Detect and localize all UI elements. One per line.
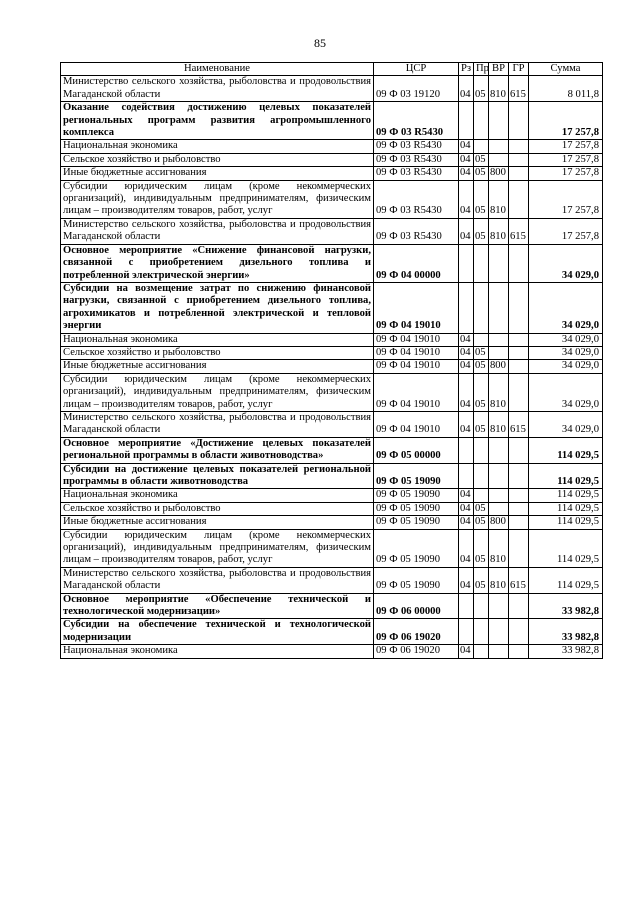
- row-pr: [474, 645, 489, 658]
- row-pr: [474, 489, 489, 502]
- table-row: [61, 619, 603, 645]
- row-name: Основное мероприятие «Достижение целевых показателей региональной программы в области животноводства»: [61, 437, 374, 463]
- row-rz: 04: [459, 167, 474, 180]
- table-row: [61, 102, 603, 140]
- row-pr: 05: [474, 529, 489, 567]
- row-name: Основное мероприятие «Снижение финансовой нагрузки, связанной с приобретением дизельного топлива и потребленной электрической энергии»: [61, 244, 374, 282]
- row-csr: 09 Ф 03 19120: [374, 76, 459, 102]
- row-sum: 34 029,0: [529, 244, 603, 282]
- table-row: [61, 373, 603, 411]
- table-header-row: [61, 63, 603, 76]
- table-row: [61, 180, 603, 218]
- row-csr: 09 Ф 04 19010: [374, 346, 459, 359]
- row-pr: 05: [474, 502, 489, 515]
- row-csr: 09 Ф 05 19090: [374, 516, 459, 529]
- row-csr: 09 Ф 03 R5430: [374, 102, 459, 140]
- table-row: [61, 567, 603, 593]
- row-rz: [459, 437, 474, 463]
- header-sum: Сумма: [529, 63, 603, 76]
- table-row: [61, 282, 603, 333]
- row-name: Иные бюджетные ассигнования: [61, 360, 374, 373]
- row-gr: [509, 244, 529, 282]
- row-sum: 34 029,0: [529, 282, 603, 333]
- row-sum: 34 029,0: [529, 346, 603, 359]
- row-vr: 810: [489, 218, 509, 244]
- header-pr: Пр: [474, 63, 489, 76]
- row-rz: 04: [459, 218, 474, 244]
- row-gr: [509, 373, 529, 411]
- row-vr: [489, 333, 509, 346]
- row-sum: 114 029,5: [529, 516, 603, 529]
- row-rz: 04: [459, 346, 474, 359]
- row-sum: 17 257,8: [529, 167, 603, 180]
- row-vr: 800: [489, 360, 509, 373]
- table-row: [61, 218, 603, 244]
- row-name: Министерство сельского хозяйства, рыболовства и продовольствия Магаданской области: [61, 76, 374, 102]
- row-vr: 800: [489, 516, 509, 529]
- row-gr: [509, 360, 529, 373]
- row-rz: 04: [459, 180, 474, 218]
- row-vr: 810: [489, 180, 509, 218]
- row-csr: 09 Ф 04 19010: [374, 373, 459, 411]
- table-row: [61, 437, 603, 463]
- row-vr: 810: [489, 411, 509, 437]
- row-csr: 09 Ф 05 19090: [374, 463, 459, 489]
- row-csr: 09 Ф 04 19010: [374, 360, 459, 373]
- header-csr: ЦСР: [374, 63, 459, 76]
- row-vr: 800: [489, 167, 509, 180]
- budget-table: [60, 62, 603, 659]
- row-rz: 04: [459, 140, 474, 153]
- row-name: Иные бюджетные ассигнования: [61, 167, 374, 180]
- row-gr: [509, 489, 529, 502]
- row-name: Национальная экономика: [61, 489, 374, 502]
- row-name: Министерство сельского хозяйства, рыболовства и продовольствия Магаданской области: [61, 567, 374, 593]
- row-pr: 05: [474, 360, 489, 373]
- table-row: [61, 645, 603, 658]
- row-rz: [459, 593, 474, 619]
- row-sum: 17 257,8: [529, 180, 603, 218]
- row-gr: [509, 437, 529, 463]
- row-vr: 810: [489, 76, 509, 102]
- row-csr: 09 Ф 05 00000: [374, 437, 459, 463]
- row-name: Субсидии на достижение целевых показателей региональной программы в области животноводства: [61, 463, 374, 489]
- row-csr: 09 Ф 05 19090: [374, 529, 459, 567]
- row-gr: [509, 333, 529, 346]
- row-sum: 114 029,5: [529, 437, 603, 463]
- page-number: 85: [314, 36, 326, 50]
- row-name: Субсидии юридическим лицам (кроме некоммерческих организаций), индивидуальным предпринимателям, физическим лицам – производителям товаров, работ, услуг: [61, 529, 374, 567]
- row-name: Субсидии на обеспечение технической и технологической модернизации: [61, 619, 374, 645]
- header-name: Наименование: [61, 63, 374, 76]
- row-gr: 615: [509, 567, 529, 593]
- row-name: Сельское хозяйство и рыболовство: [61, 346, 374, 359]
- row-pr: 05: [474, 516, 489, 529]
- row-sum: 114 029,5: [529, 463, 603, 489]
- row-pr: 05: [474, 346, 489, 359]
- row-sum: 17 257,8: [529, 218, 603, 244]
- row-gr: 615: [509, 218, 529, 244]
- row-name: Министерство сельского хозяйства, рыболовства и продовольствия Магаданской области: [61, 411, 374, 437]
- row-csr: 09 Ф 06 00000: [374, 593, 459, 619]
- row-csr: 09 Ф 05 19090: [374, 489, 459, 502]
- row-gr: [509, 593, 529, 619]
- table-row: [61, 529, 603, 567]
- row-sum: 114 029,5: [529, 529, 603, 567]
- row-csr: 09 Ф 06 19020: [374, 645, 459, 658]
- row-name: Иные бюджетные ассигнования: [61, 516, 374, 529]
- row-gr: [509, 619, 529, 645]
- row-sum: 33 982,8: [529, 645, 603, 658]
- header-rz: Рз: [459, 63, 474, 76]
- table-row: [61, 463, 603, 489]
- row-pr: 05: [474, 373, 489, 411]
- row-sum: 114 029,5: [529, 567, 603, 593]
- table-row: [61, 140, 603, 153]
- row-pr: 05: [474, 218, 489, 244]
- table-row: [61, 153, 603, 166]
- row-rz: [459, 282, 474, 333]
- row-pr: 05: [474, 153, 489, 166]
- row-rz: 04: [459, 76, 474, 102]
- row-rz: 04: [459, 360, 474, 373]
- row-pr: 05: [474, 180, 489, 218]
- row-csr: 09 Ф 03 R5430: [374, 218, 459, 244]
- row-csr: 09 Ф 04 19010: [374, 333, 459, 346]
- row-pr: [474, 593, 489, 619]
- row-csr: 09 Ф 04 00000: [374, 244, 459, 282]
- row-sum: 34 029,0: [529, 333, 603, 346]
- row-vr: [489, 282, 509, 333]
- row-pr: [474, 437, 489, 463]
- row-rz: [459, 244, 474, 282]
- row-pr: 05: [474, 167, 489, 180]
- row-name: Субсидии юридическим лицам (кроме некоммерческих организаций), индивидуальным предпринимателям, физическим лицам – производителям товаров, работ, услуг: [61, 180, 374, 218]
- row-rz: 04: [459, 567, 474, 593]
- row-vr: 810: [489, 529, 509, 567]
- row-gr: [509, 502, 529, 515]
- row-rz: [459, 102, 474, 140]
- row-vr: [489, 645, 509, 658]
- row-name: Субсидии на возмещение затрат по снижению финансовой нагрузки, связанной с приобретением дизельного топлива, агрохимикатов и потребленной электрической и тепловой энергии: [61, 282, 374, 333]
- row-gr: [509, 102, 529, 140]
- row-sum: 114 029,5: [529, 502, 603, 515]
- row-name: Субсидии юридическим лицам (кроме некоммерческих организаций), индивидуальным предпринимателям, физическим лицам – производителям товаров, работ, услуг: [61, 373, 374, 411]
- row-vr: [489, 102, 509, 140]
- row-sum: 33 982,8: [529, 593, 603, 619]
- row-vr: [489, 153, 509, 166]
- table-row: [61, 333, 603, 346]
- row-vr: 810: [489, 567, 509, 593]
- row-sum: 17 257,8: [529, 140, 603, 153]
- row-name: Национальная экономика: [61, 333, 374, 346]
- row-name: Сельское хозяйство и рыболовство: [61, 153, 374, 166]
- row-csr: 09 Ф 04 19010: [374, 411, 459, 437]
- row-csr: 09 Ф 04 19010: [374, 282, 459, 333]
- row-gr: [509, 180, 529, 218]
- header-vr: ВР: [489, 63, 509, 76]
- row-gr: 615: [509, 76, 529, 102]
- table-row: [61, 411, 603, 437]
- table-row: [61, 502, 603, 515]
- row-pr: [474, 463, 489, 489]
- row-pr: [474, 333, 489, 346]
- table-row: [61, 76, 603, 102]
- row-pr: [474, 102, 489, 140]
- row-rz: 04: [459, 373, 474, 411]
- row-csr: 09 Ф 03 R5430: [374, 140, 459, 153]
- row-pr: 05: [474, 411, 489, 437]
- row-vr: 810: [489, 373, 509, 411]
- row-rz: [459, 463, 474, 489]
- row-rz: 04: [459, 529, 474, 567]
- row-vr: [489, 140, 509, 153]
- row-sum: 114 029,5: [529, 489, 603, 502]
- table-row: [61, 167, 603, 180]
- row-pr: [474, 282, 489, 333]
- table-row: [61, 244, 603, 282]
- row-sum: 34 029,0: [529, 360, 603, 373]
- row-vr: [489, 619, 509, 645]
- row-csr: 09 Ф 03 R5430: [374, 180, 459, 218]
- row-pr: 05: [474, 567, 489, 593]
- row-name: Национальная экономика: [61, 645, 374, 658]
- row-gr: [509, 645, 529, 658]
- row-gr: [509, 463, 529, 489]
- row-csr: 09 Ф 03 R5430: [374, 167, 459, 180]
- row-name: Оказание содействия достижению целевых показателей региональных программ развития агропромышленного комплекса: [61, 102, 374, 140]
- row-rz: [459, 619, 474, 645]
- row-name: Национальная экономика: [61, 140, 374, 153]
- row-name: Сельское хозяйство и рыболовство: [61, 502, 374, 515]
- row-pr: [474, 140, 489, 153]
- row-gr: [509, 346, 529, 359]
- row-gr: 615: [509, 411, 529, 437]
- row-sum: 17 257,8: [529, 102, 603, 140]
- row-gr: [509, 282, 529, 333]
- row-sum: 8 011,8: [529, 76, 603, 102]
- row-gr: [509, 153, 529, 166]
- row-vr: [489, 437, 509, 463]
- row-gr: [509, 167, 529, 180]
- row-csr: 09 Ф 05 19090: [374, 567, 459, 593]
- row-vr: [489, 346, 509, 359]
- table-row: [61, 489, 603, 502]
- row-csr: 09 Ф 03 R5430: [374, 153, 459, 166]
- row-sum: 17 257,8: [529, 153, 603, 166]
- row-name: Основное мероприятие «Обеспечение технической и технологической модернизации»: [61, 593, 374, 619]
- table-row: [61, 346, 603, 359]
- row-sum: 34 029,0: [529, 411, 603, 437]
- row-csr: 09 Ф 06 19020: [374, 619, 459, 645]
- table-row: [61, 593, 603, 619]
- row-pr: [474, 619, 489, 645]
- row-vr: [489, 502, 509, 515]
- row-vr: [489, 593, 509, 619]
- row-csr: 09 Ф 05 19090: [374, 502, 459, 515]
- row-rz: 04: [459, 516, 474, 529]
- row-gr: [509, 516, 529, 529]
- row-gr: [509, 140, 529, 153]
- row-sum: 33 982,8: [529, 619, 603, 645]
- row-rz: 04: [459, 411, 474, 437]
- row-rz: 04: [459, 333, 474, 346]
- row-rz: 04: [459, 153, 474, 166]
- row-vr: [489, 244, 509, 282]
- row-rz: 04: [459, 502, 474, 515]
- row-pr: 05: [474, 76, 489, 102]
- row-gr: [509, 529, 529, 567]
- row-sum: 34 029,0: [529, 373, 603, 411]
- table-row: [61, 516, 603, 529]
- header-gr: ГР: [509, 63, 529, 76]
- row-pr: [474, 244, 489, 282]
- row-vr: [489, 463, 509, 489]
- row-vr: [489, 489, 509, 502]
- table-row: [61, 360, 603, 373]
- row-rz: 04: [459, 645, 474, 658]
- row-rz: 04: [459, 489, 474, 502]
- row-name: Министерство сельского хозяйства, рыболовства и продовольствия Магаданской области: [61, 218, 374, 244]
